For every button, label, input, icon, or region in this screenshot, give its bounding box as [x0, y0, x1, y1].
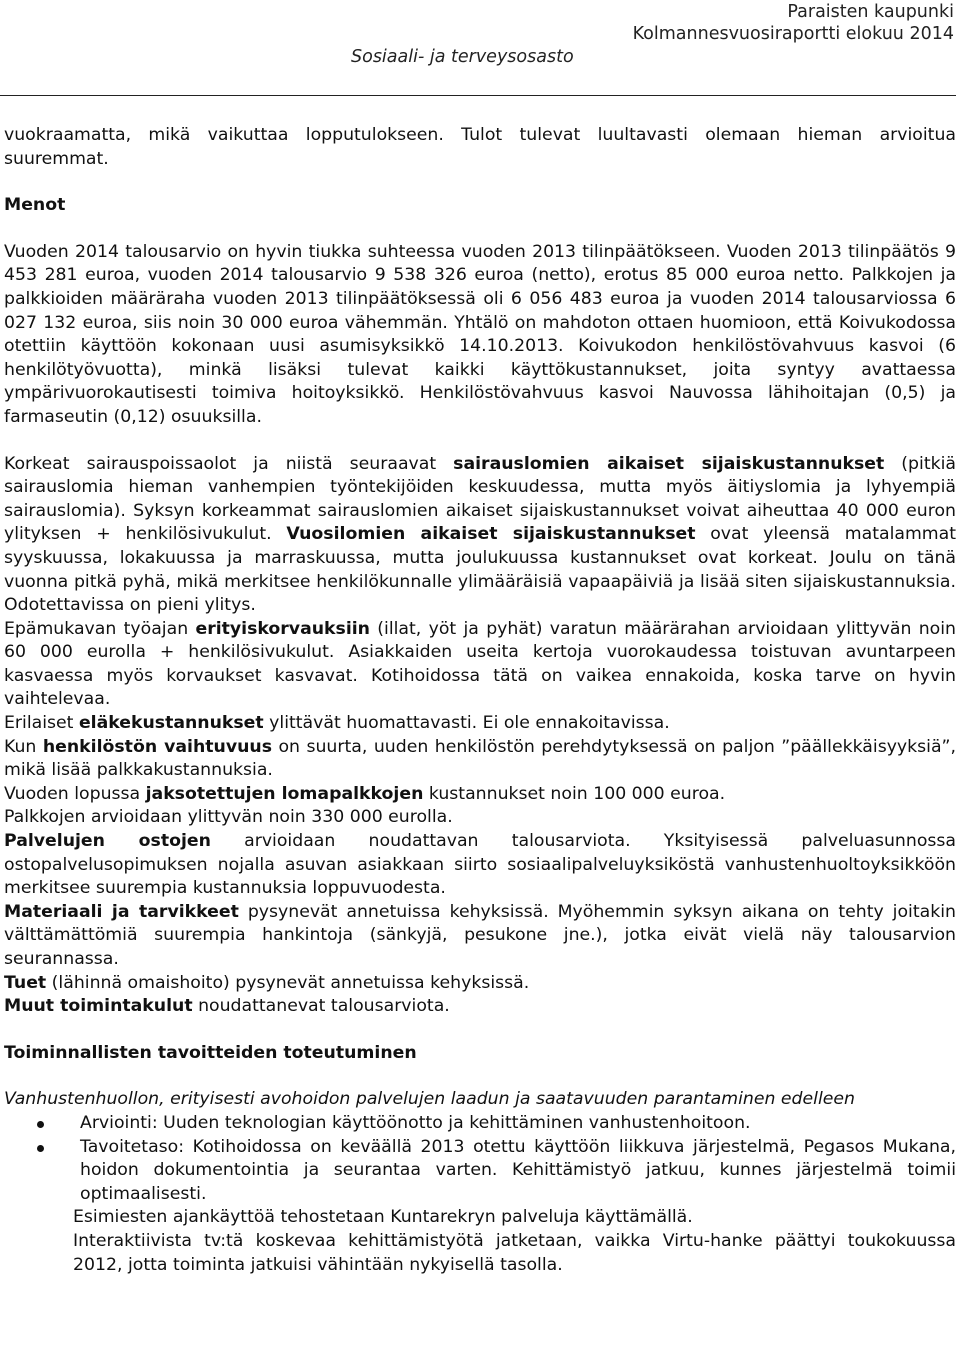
- menot-paragraph-9: Materiaali ja tarvikkeet pysynevät annetuissa kehyksissä. Myöhemmin syksyn aikana on tehty joitakin välttämättömiä suurempia hankintoja (sänkyjä, pesukone jne.), jotka eivät vielä näy talousarvion seurannassa.: [4, 901, 956, 969]
- bullet-icon: [37, 1121, 44, 1128]
- goals-bullet-list: [4, 1112, 956, 1206]
- emphasis: sairauslomien aikaiset sijaiskustannukset: [453, 453, 885, 474]
- section-heading-menot: Menot: [4, 195, 66, 216]
- emphasis: Muut toimintakulut: [4, 996, 193, 1017]
- goals-extra-2: Interaktiivista tv:tä koskevaa kehittämistyötä jatketaan, vaikka Virtu-hanke päättyi toukokuussa 2012, jotta toiminta jatkuisi vähintään nykyisellä tasolla.: [73, 1230, 956, 1275]
- goals-extra-1: Esimiesten ajankäyttöä tehostetaan Kuntarekryn palveluja käyttämällä.: [73, 1207, 693, 1228]
- header-department: Sosiaali- ja terveysosasto: [351, 47, 574, 67]
- menot-paragraph-8: Palvelujen ostojen arvioidaan noudattavan talousarviota. Yksityisessä palveluasunnossa ostopalvelusopimuksen nojalla asuvan asiakkaan siirto sosiaalipalveluyksiköstä vanhustenhuoltoyksikköön merkitsee suurempia kustannuksia loppuvuodesta.: [4, 831, 956, 899]
- emphasis: jaksotettujen lomapalkkojen: [145, 783, 424, 804]
- emphasis: erityiskorvauksiin: [195, 618, 370, 639]
- menot-paragraph-7: Palkkojen arvioidaan ylittyvän noin 330 000 eurolla.: [4, 807, 453, 828]
- emphasis: Tuet: [4, 972, 47, 993]
- header-report-title: Kolmannesvuosiraportti elokuu 2014: [632, 24, 954, 44]
- menot-paragraph-2: Korkeat sairauspoissaolot ja niistä seuraavat sairauslomien aikaiset sijaiskustannukset (pitkiä sairauslomia hieman vanhempien työntekijöiden keskuudessa, mutta myös äitiyslomia ja lyhyempiä sairauslomia). Syksyn korkeammat sairauslomien aikaiset sijaiskustannukset voivat aiheuttaa 40 000 euron ylityksen + henkilösivukulut. Vuosilomien aikaiset sijaiskustannukset ovat yleensä matalammat syyskuussa, lokakuussa ja marraskuussa, mutta joulukuussa kustannukset ovat korkeat. Joulu on tänä vuonna pitkä pyhä, mikä merkitsee henkilökunnalle ylimääräisiä vapaapäiviä ja lisää siten sijaiskustannuksia. Odotettavissa on pieni ylitys.: [4, 453, 956, 616]
- emphasis: Palvelujen ostojen: [4, 831, 211, 852]
- menot-paragraph-6: Vuoden lopussa jaksotettujen lomapalkkojen kustannukset noin 100 000 euroa.: [4, 783, 726, 804]
- menot-paragraph-10: Tuet (lähinnä omaishoito) pysynevät annetuissa kehyksissä.: [4, 972, 530, 993]
- list-item: Arviointi: Uuden teknologian käyttöönotto ja kehittäminen vanhustenhoitoon.: [4, 1112, 956, 1136]
- emphasis: Materiaali ja tarvikkeet: [4, 901, 239, 922]
- bullet-icon: [37, 1145, 44, 1152]
- menot-paragraph-4: Erilaiset eläkekustannukset ylittävät huomattavasti. Ei ole ennakoitavissa.: [4, 713, 670, 734]
- document-body: [4, 124, 956, 1277]
- goals-subtitle: Vanhustenhuollon, erityisesti avohoidon palvelujen laadun ja saatavuuden parantaminen edelleen: [4, 1089, 855, 1110]
- menot-paragraph-3: Epämukavan työajan erityiskorvauksiin (illat, yöt ja pyhät) varatun määrärahan arvioidaan ylittyvän noin 60 000 eurolla + henkilösivukulut. Asiakkaiden useita kertoja vuorokaudessa toistuvan avuntarpeen kasvaessa myös korvaukset kasvavat. Kotihoidossa tätä on vaikea ennakoida, koska tarve on hyvin vaihtelevaa.: [4, 618, 956, 710]
- menot-paragraph-1: Vuoden 2014 talousarvio on hyvin tiukka suhteessa vuoden 2013 tilinpäätökseen. Vuoden 2013 tilinpäätös 9 453 281 euroa, vuoden 2014 talousarvio 9 538 326 euroa (netto), erotus 85 000 euroa netto. Palkkojen ja palkkioiden määräraha vuoden 2013 tilinpäätöksessä oli 6 056 483 euroa ja vuoden 2014 talousarviossa 6 027 132 euroa, siis noin 30 000 euroa vähemmän. Yhtälö on mahdoton ottaen huomioon, että Koivukodossa otettiin käyttöön kokonaan uusi asumisyksikkö 14.10.2013. Koivukodon henkilöstövahvuus kasvoi (6 henkilötyövuotta), minkä lisäksi tulevat kaikki käyttökustannukset, joita syntyy avattaessa ympärivuorokautisesti toimiva hoitoyksikkö. Henkilöstövahvuus kasvoi Nauvossa lähihoitajan (0,5) ja farmaseutin (0,12) osuuksilla.: [4, 241, 956, 427]
- menot-paragraph-11: Muut toimintakulut noudattanevat talousarviota.: [4, 996, 450, 1017]
- section-heading-goals: Toiminnallisten tavoitteiden toteutuminen: [4, 1042, 417, 1063]
- header-organization: Paraisten kaupunki: [787, 2, 954, 22]
- list-item: Tavoitetaso: Kotihoidossa on keväällä 2013 otettu käyttöön liikkuva järjestelmä, Pegasos Mukana, hoidon dokumentointia ja seurantaa varten. Kehittämistyö jatkuu, kunnes järjestelmä toimii optimaalisesti.: [4, 1136, 956, 1207]
- emphasis: eläkekustannukset: [78, 713, 264, 734]
- intro-paragraph: vuokraamatta, mikä vaikuttaa lopputulokseen. Tulot tulevat luultavasti olemaan hieman arvioitua suuremmat.: [4, 125, 956, 169]
- page-header: [0, 0, 956, 96]
- emphasis: henkilöstön vaihtuvuus: [42, 736, 272, 757]
- menot-paragraph-5: Kun henkilöstön vaihtuvuus on suurta, uuden henkilöstön perehdytyksessä on paljon ”päällekkäisyyksiä”, mikä lisää palkkakustannuksia.: [4, 736, 956, 781]
- emphasis: Vuosilomien aikaiset sijaiskustannukset: [286, 524, 696, 545]
